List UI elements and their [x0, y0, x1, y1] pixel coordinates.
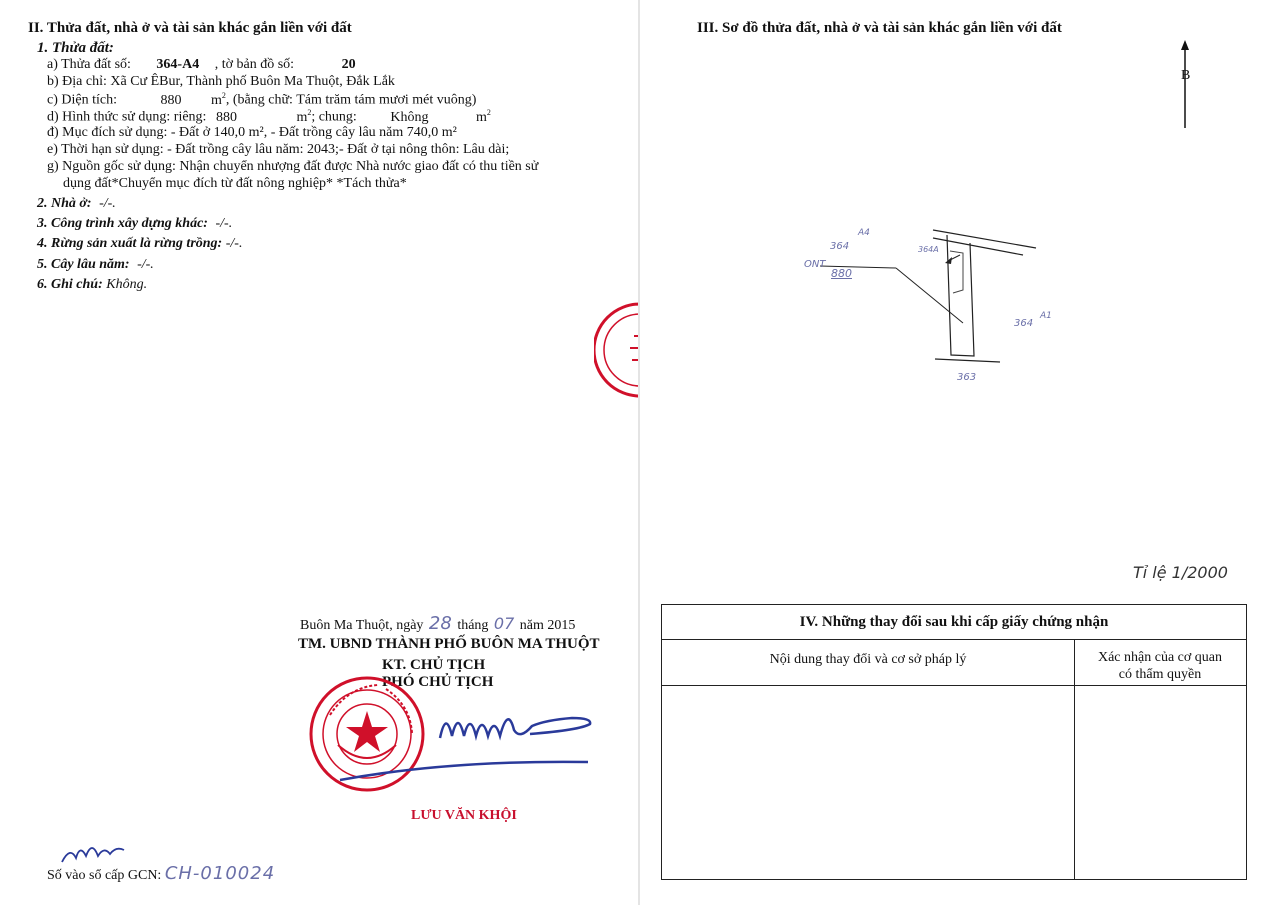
signer-role-1: KT. CHỦ TỊCH: [382, 657, 486, 673]
item-4-title: 4. Rừng sản xuất là rừng trồng:: [37, 236, 223, 251]
signer-role-2: PHÓ CHỦ TỊCH: [382, 674, 494, 690]
changes-table: [661, 604, 1247, 880]
column-header-changes: Nội dung thay đổi và cơ sở pháp lý: [769, 652, 967, 667]
land-origin-row-2: dụng đất*Chuyển mục đích từ đất nông nghiệp* *Tách thửa*: [63, 176, 407, 191]
parcel-number-row: [47, 57, 356, 73]
common-unit: m: [475, 109, 487, 125]
signature-icon: [330, 690, 600, 790]
north-arrow-icon: [1176, 40, 1196, 132]
land-purpose-row: đ) Mục đích sử dụng: - Đất ở 140,0 m², - Đất trồng cây lâu năm 740,0 m²: [47, 125, 457, 140]
sketch-label-363: 363: [957, 372, 977, 383]
map-sheet-number: 20: [341, 57, 356, 72]
map-scale: Tỉ lệ 1/2000: [1133, 563, 1228, 582]
item-4-value: -/-.: [225, 236, 243, 251]
item-5-title: 5. Cây lâu năm:: [37, 257, 130, 272]
item-3-title: 3. Công trình xây dựng khác:: [37, 216, 208, 231]
land-origin-row-1: g) Nguồn gốc sử dụng: Nhận chuyển nhượng đất được Nhà nước giao đất có thu tiền sử: [47, 159, 539, 174]
sketch-label-ont: ONT: [804, 259, 826, 270]
common-area: Không: [390, 109, 429, 125]
common-label: ; chung:: [311, 109, 357, 125]
section-2-heading: II. Thửa đất, nhà ở và tài sản khác gắn liền với đất: [28, 20, 352, 36]
table-header-divider: [662, 639, 1246, 640]
column-header-confirmation: [1074, 649, 1246, 683]
item-3-row: [37, 216, 232, 232]
item-4-row: [37, 236, 242, 252]
issue-place-label: Buôn Ma Thuột, ngày: [300, 618, 424, 633]
private-area: 880: [215, 109, 237, 125]
issuing-organization: TM. UBND THÀNH PHỐ BUÔN MA THUỘT: [298, 636, 600, 652]
sketch-label-a1: A1: [1040, 311, 1052, 321]
area-unit: m: [210, 92, 222, 108]
area-row: c) Diện tích: 880 $m^2$, (bằng chữ: Tám trăm tám mươi mét vuông): [47, 91, 477, 108]
parcel-number-label: a) Thửa đất số:: [47, 57, 131, 72]
item-6-row: [37, 277, 147, 293]
usage-form-row: d) Hình thức sử dụng: riêng: 880 $m^2$; chung: Không $m^2$: [47, 108, 491, 125]
address-row: b) Địa chỉ: Xã Cư ÊBur, Thành phố Buôn Ma Thuột, Đắk Lắk: [47, 74, 395, 89]
item-2-title: 2. Nhà ở:: [37, 196, 92, 211]
sketch-label-small: 364A: [918, 245, 939, 254]
item-6-value: Không.: [106, 277, 148, 292]
map-sheet-label: , tờ bản đồ số:: [214, 57, 295, 72]
registry-label: Số vào sổ cấp GCN:: [47, 868, 162, 883]
land-term-row: e) Thời hạn sử dụng: - Đất trồng cây lâu năm: 2043;- Đất ở tại nông thôn: Lâu dài;: [47, 142, 510, 157]
item-5-row: [37, 257, 154, 273]
item-2-value: -/-.: [99, 196, 116, 211]
issue-year: năm 2015: [519, 618, 576, 633]
registry-row: [47, 863, 275, 884]
column-header-confirmation-line-1: Xác nhận của cơ quan: [1097, 650, 1222, 665]
registry-number: CH-010024: [164, 863, 276, 884]
table-column-header-divider: [662, 685, 1246, 686]
sketch-label-364-right: 364: [1014, 318, 1034, 329]
area-label: c) Diện tích:: [47, 92, 117, 108]
page-fold-divider: [638, 0, 640, 905]
usage-form-label: d) Hình thức sử dụng: riêng:: [47, 109, 207, 125]
area-value: 880: [160, 92, 182, 108]
sketch-label-a4: A4: [858, 228, 870, 238]
item-3-value: -/-.: [215, 216, 233, 231]
private-unit: m: [296, 109, 308, 125]
item-5-value: -/-.: [137, 257, 154, 272]
signer-name: LƯU VĂN KHỘI: [411, 808, 517, 823]
issue-date-row: [300, 613, 575, 634]
north-label: B: [1181, 68, 1191, 83]
section-4-heading: IV. Những thay đổi sau khi cấp giấy chứng nhận: [799, 614, 1109, 630]
issue-day: 28: [428, 613, 452, 634]
sketch-label-364-top: 364: [830, 241, 850, 252]
partial-seal-icon: [594, 300, 640, 400]
item-6-title: 6. Ghi chú:: [37, 277, 103, 292]
issue-month: 07: [493, 614, 515, 633]
item-2-row: [37, 196, 116, 212]
sketch-label-area: 880: [831, 267, 852, 280]
area-in-words: , (bằng chữ: Tám trăm tám mươi mét vuông): [225, 92, 477, 108]
section-3-heading: III. Sơ đồ thửa đất, nhà ở và tài sản khác gắn liền với đất: [697, 20, 1062, 36]
item-1-title: 1. Thửa đất:: [37, 40, 114, 56]
issue-month-label: tháng: [457, 618, 489, 633]
parcel-number: 364-A4: [156, 57, 200, 72]
column-header-confirmation-line-2: có thẩm quyền: [1118, 667, 1202, 682]
